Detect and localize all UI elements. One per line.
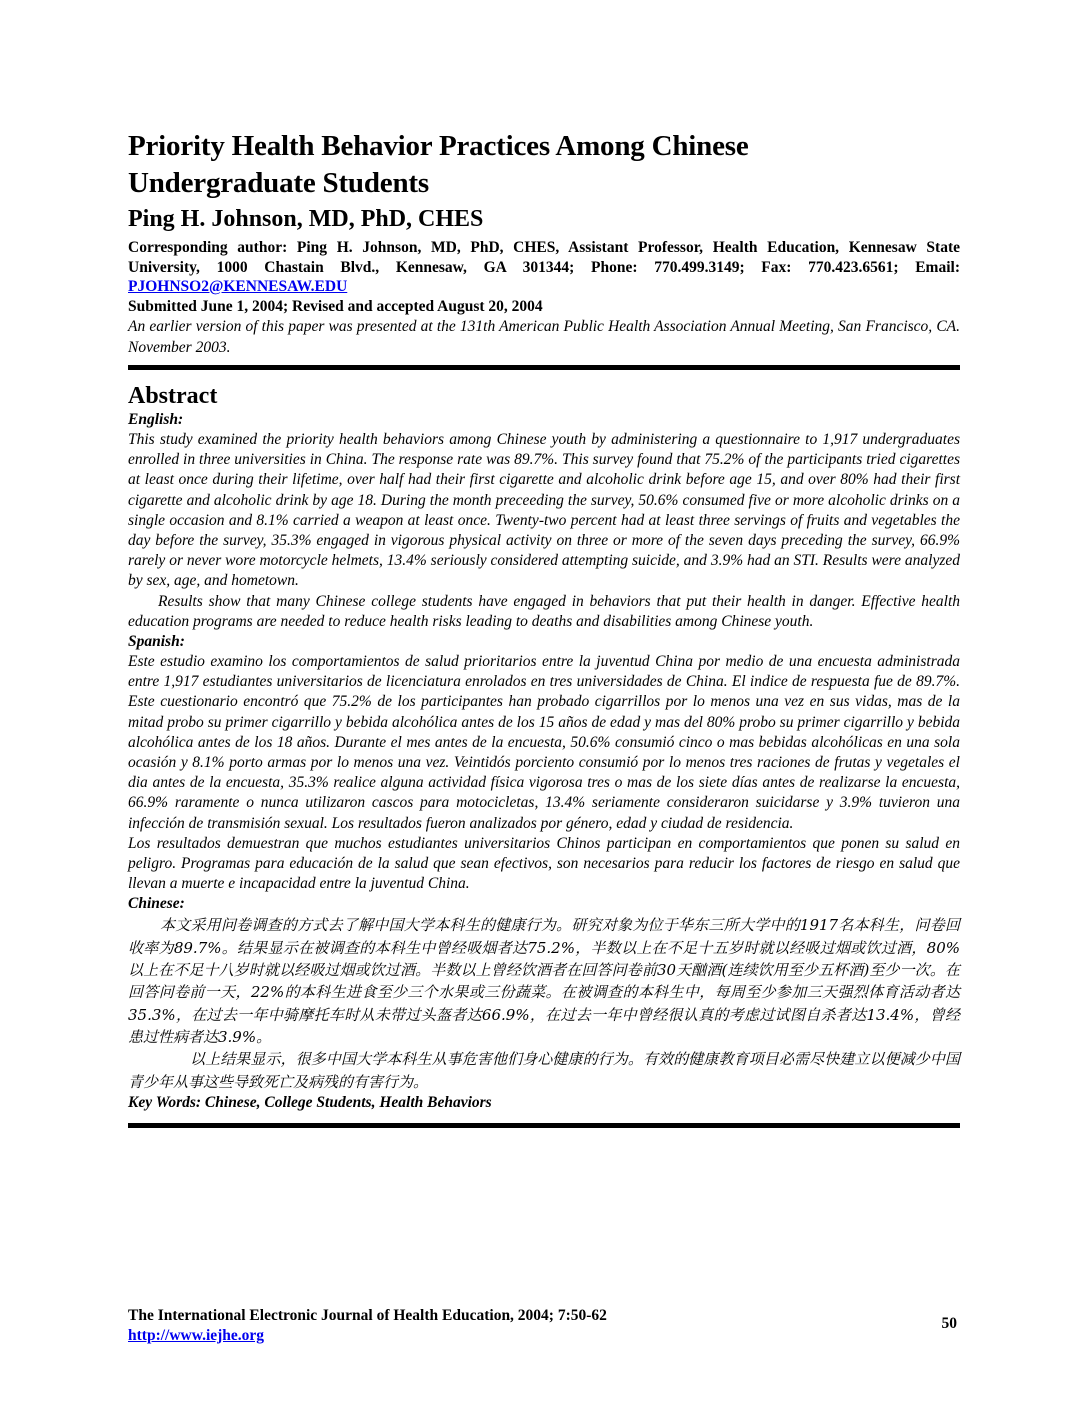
page-footer [128,1306,960,1346]
corresponding-author-text: Corresponding author: Ping H. Johnson, MD, PhD, CHES, Assistant Professor, Health Education, Kennesaw State University, 1000 Chastain Blvd., Kennesaw, GA 301344; Phone: 770.499.3149; Fax: 770.423.6561; Email: [128,239,960,276]
journal-url-link[interactable]: http://www.iejhe.org [128,1327,265,1344]
english-abstract-paragraph-2: Results show that many Chinese college students have engaged in behaviors that put their health in danger. Effective health education programs are needed to reduce health risks leading to deaths and disabilities among Chinese youth. [128,592,960,630]
chinese-abstract-paragraph-2: 以上结果显示，很多中国大学本科生从事危害他们身心健康的行为。有效的健康教育项目必需尽快建立以便减少中国青少年从事这些导致死亡及病残的有害行为。 [128,1050,960,1091]
submission-dates: Submitted June 1, 2004; Revised and accepted August 20, 2004 [128,297,543,315]
journal-citation: The International Electronic Journal of Health Education, 2004; 7:50-62 [128,1307,607,1324]
email-link[interactable]: PJOHNSO2@KENNESAW.EDU [128,278,348,295]
title-line-1: Priority Health Behavior Practices Among Chinese [128,130,749,162]
chinese-abstract-paragraph-1: 本文采用问卷调查的方式去了解中国大学本科生的健康行为。研究对象为位于华东三所大学中的1917名本科生，问卷回收率为89.7%。结果显示在被调查的本科生中曾经吸烟者达75.2%，半数以上在不足十五岁时就以经吸过烟或饮过酒，80%以上在不足十八岁时就以经吸过烟或饮过酒。半数以上曾经饮酒者在回答问卷前30天酗酒(连续饮用至少五杯酒)至少一次。在回答问卷前一天，22%的本科生进食至少三个水果或三份蔬菜。在被调查的本科生中，每周至少参加三天强烈体育活动者达35.3%，在过去一年中骑摩托车时从未带过头盔者达66.9%，在过去一年中曾经很认真的考虑过试图自杀者达13.4%，曾经患过性病者达3.9%。 [128,916,960,1046]
spanish-abstract-paragraph-1: Este estudio examino los comportamientos de salud prioritarios entre la juventud China por medio de una encuesta administrada entre 1,917 estudiantes universitarios de licenciatura enrolados en tres universidades de China. El indice de respuesta fue de 89.7%. Este cuestionario encontró que 75.2% de los participantes han probado cigarrillos por lo menos una vez en sus vidas, mas de la mitad probo su primer cigarrillo y bebida alcohólica antes de los 15 años de edad y mas del 80% probo su primer cigarrillo y bebida alcohólica antes de los 18 años. Durante el mes antes de la encuesta, 50.6% consumió cinco o mas bebidas alcohólicas en una sola ocasión y 8.1% porto armas por lo menos una vez. Veintidós porciento consumió por lo menos tres raciones de frutas y vegetales el dia antes de la encuesta, 35.3% realice alguna actividad física vigorosa tres o mas de los siete días antes de realizarse la encuesta, 66.9% raramente o nunca utilizaron cascos para motocicletas, 13.4% seriamente consideraron suicidarse y 3.9% tuvieron una infección de transmisión sexual. Los resultados fueron analizados por género, edad y ciudad de residencia. [128,653,960,832]
corresponding-author-info [128,238,960,297]
english-label: English: [128,411,184,428]
spanish-label: Spanish: [128,633,185,651]
spanish-abstract-paragraph-2: Los resultados demuestran que muchos estudiantes universitarios Chinos participan en comportamientos que ponen su salud en peligro. Programas para educación de la salud que sean efectivos, son necesarios para reducir los factores de riesgo en salud que llevan a muerte e incapacidad entre la juventud China. [128,834,960,893]
article-page [128,128,960,1128]
chinese-label: Chinese: [128,895,185,913]
top-divider [128,365,960,370]
earlier-version-note: An earlier version of this paper was presented at the 131th American Public Health Association Annual Meeting, San Francisco, CA. November 2003. [128,318,960,356]
author-name: Ping H. Johnson, MD, PhD, CHES [128,206,484,232]
abstract-heading: Abstract [128,383,218,409]
keywords: Key Words: Chinese, College Students, Health Behaviors [128,1093,492,1111]
article-title [128,128,960,202]
english-abstract-paragraph-1: This study examined the priority health behaviors among Chinese youth by administering a questionnaire to 1,917 undergraduates enrolled in three universities in China. The response rate was 89.7%. This survey found that 75.2% of the participants tried cigarettes at least once during their lifetime, over half had their first cigarette and alcoholic drink before age 15, and over 80% had their first cigarette and alcoholic drink by age 18. During the month preceeding the survey, 50.6% consumed five or more alcoholic drinks on a single occasion and 8.1% carried a weapon at least once. Twenty-two percent had at least three servings of fruits and vegetables the day before the survey, 35.3% engaged in vigorous physical activity on three or more of the seven days preceding the survey, 66.9% rarely or never wore motorcycle helmets, 13.4% seriously considered attempting suicide, and 3.9% had an STI. Results were analyzed by sex, age, and hometown. [128,431,960,590]
page-number: 50 [941,1315,957,1332]
bottom-divider [128,1123,960,1128]
title-line-2: Undergraduate Students [128,167,429,199]
